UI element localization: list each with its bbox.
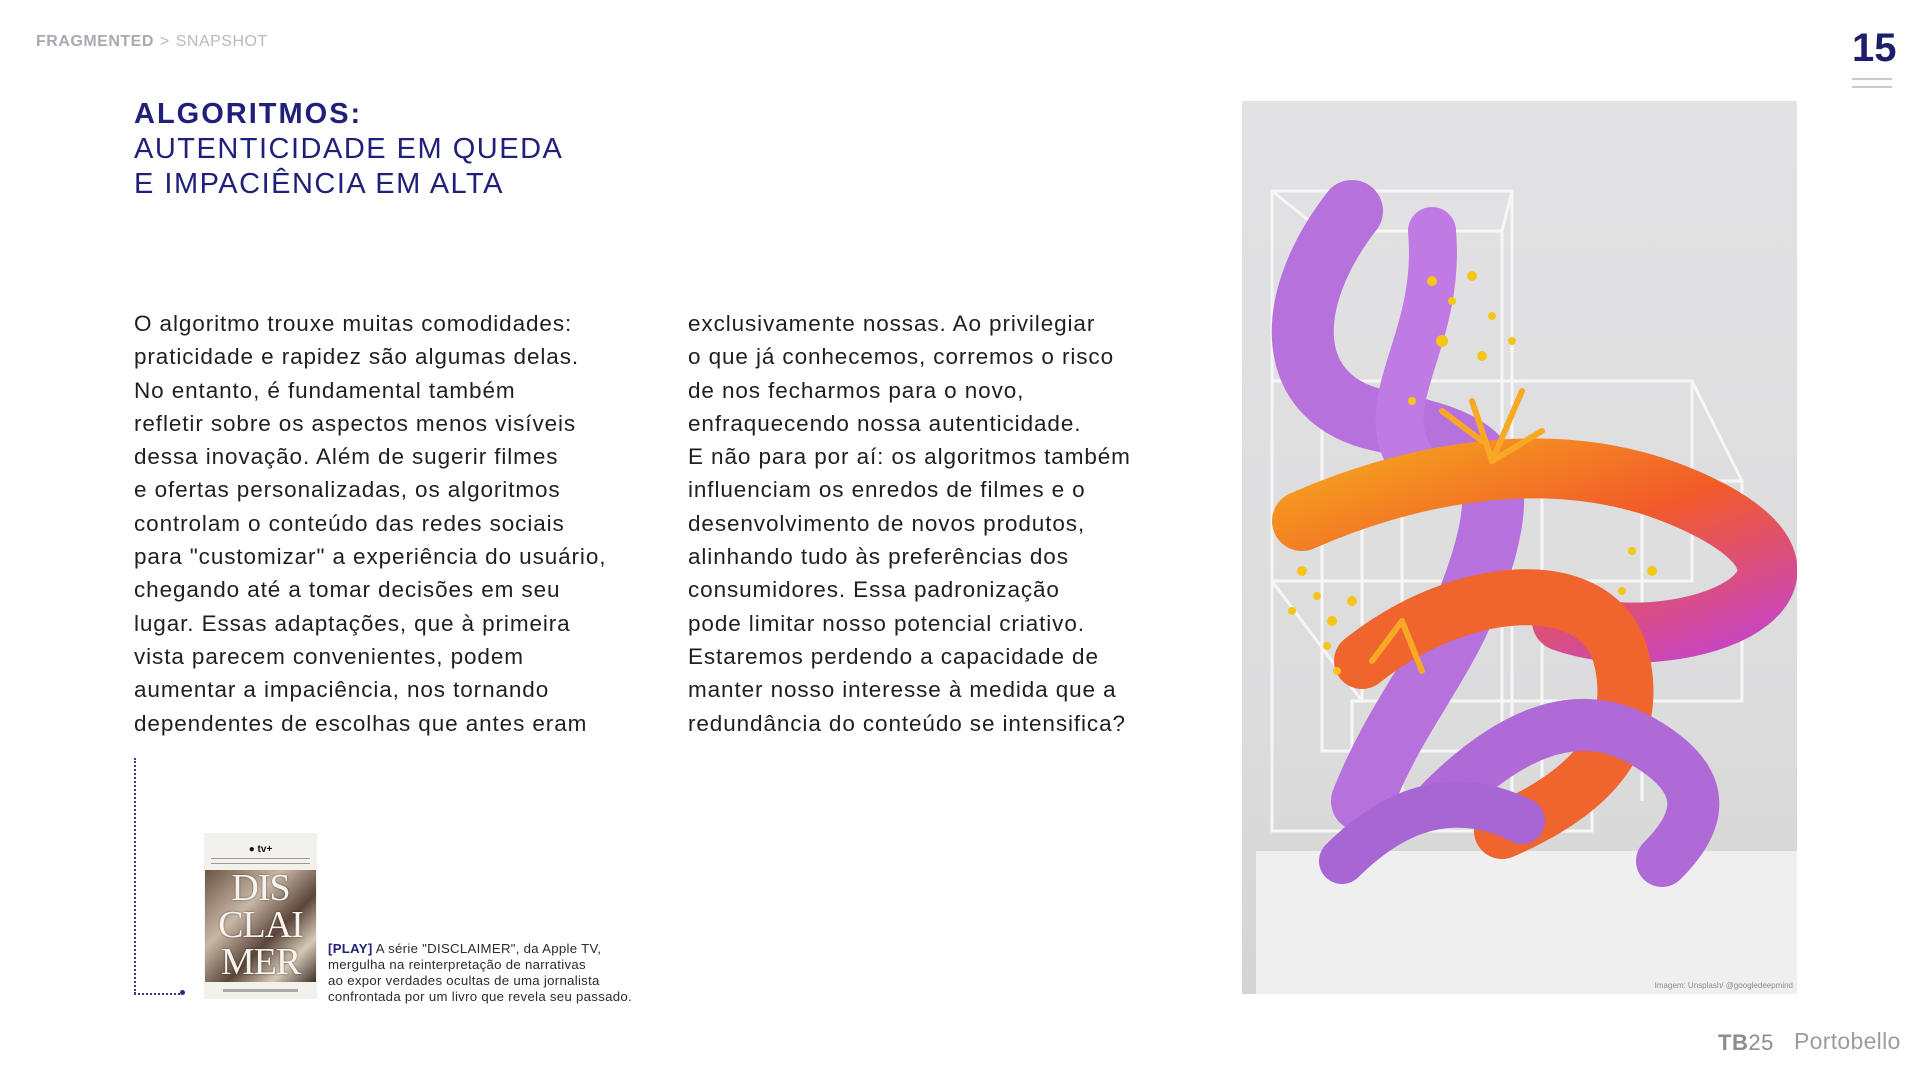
tb25-logo-strong: TB bbox=[1718, 1030, 1749, 1055]
caption-line: mergulha na reinterpretação de narrativas bbox=[328, 957, 586, 972]
caption-line: ao expor verdades ocultas de uma jornalista bbox=[328, 973, 600, 988]
body-line: para "customizar" a experiência do usuário, bbox=[134, 544, 607, 570]
tb25-logo-number: 25 bbox=[1748, 1030, 1774, 1055]
body-line: Estaremos perdendo a capacidade de bbox=[688, 643, 1099, 669]
body-line: e ofertas personalizadas, os algoritmos bbox=[134, 477, 561, 503]
body-line: enfraquecendo nossa autenticidade. bbox=[688, 410, 1082, 436]
disclaimer-poster[interactable] bbox=[205, 834, 316, 998]
body-line: chegando até a tomar decisões em seu bbox=[134, 577, 561, 603]
body-line: pode limitar nosso potencial criativo. bbox=[688, 610, 1085, 636]
breadcrumb-separator: > bbox=[159, 33, 170, 50]
sculpture-tubes bbox=[1302, 211, 1767, 861]
body-line: alinhando tudo às preferências dos bbox=[688, 544, 1069, 570]
body-line: refletir sobre os aspectos menos visíveis bbox=[134, 410, 577, 436]
caption-line: confrontada por um livro que revela seu passado. bbox=[328, 989, 632, 1004]
sculpture-image bbox=[1242, 101, 1797, 994]
apple-tv-label: tv+ bbox=[257, 844, 273, 855]
dotted-connector-vertical bbox=[134, 758, 136, 994]
poster-cast-names bbox=[211, 858, 310, 864]
apple-tv-logo bbox=[205, 844, 316, 855]
body-line: o que já conhecemos, corremos o risco bbox=[688, 344, 1114, 370]
body-line: lugar. Essas adaptações, que à primeira bbox=[134, 610, 571, 636]
body-line: aumentar a impaciência, nos tornando bbox=[134, 677, 550, 703]
page-title-line: AUTENTICIDADE EM QUEDA bbox=[134, 133, 564, 165]
poster-title bbox=[205, 867, 316, 983]
breadcrumb-page: SNAPSHOT bbox=[175, 33, 268, 50]
body-line: No entanto, é fundamental também bbox=[134, 377, 516, 403]
breadcrumb-section[interactable]: FRAGMENTED bbox=[36, 33, 154, 50]
dotted-connector-horizontal bbox=[134, 993, 180, 995]
breadcrumb bbox=[36, 33, 268, 51]
caption-line: A série "DISCLAIMER", da Apple TV, bbox=[375, 941, 602, 956]
body-line: controlam o conteúdo das redes sociais bbox=[134, 510, 565, 536]
portobello-logo: Portobello bbox=[1794, 1028, 1901, 1054]
body-column-right bbox=[688, 307, 1248, 740]
page-number: 15 bbox=[1852, 26, 1897, 70]
body-line: exclusivamente nossas. Ao privilegiar bbox=[688, 311, 1096, 336]
body-line: influenciam os enredos de filmes e o bbox=[688, 477, 1086, 503]
page-title bbox=[134, 96, 563, 202]
connector-dot bbox=[180, 990, 185, 995]
body-line: E não para por aí: os algoritmos também bbox=[688, 444, 1131, 470]
body-line: dessa inovação. Além de sugerir filmes bbox=[134, 444, 559, 470]
body-line: O algoritmo trouxe muitas comodidades: bbox=[134, 311, 573, 336]
body-line: vista parecem convenientes, podem bbox=[134, 643, 524, 669]
caption-play-tag: [PLAY] bbox=[328, 941, 373, 956]
body-line: desenvolvimento de novos produtos, bbox=[688, 510, 1086, 536]
body-line: praticidade e rapidez são algumas delas. bbox=[134, 344, 579, 370]
tb25-logo bbox=[1718, 1030, 1774, 1056]
body-line: consumidores. Essa padronização bbox=[688, 577, 1060, 603]
poster-title-line: CLAI bbox=[218, 904, 303, 946]
poster-caption bbox=[328, 941, 632, 1005]
body-line: dependentes de escolhas que antes eram bbox=[134, 710, 588, 736]
apple-icon: ● bbox=[248, 844, 255, 855]
poster-title-line: DIS bbox=[231, 867, 290, 909]
body-column-left bbox=[134, 307, 674, 740]
page-number-rule bbox=[1852, 86, 1892, 88]
body-line: de nos fecharmos para o novo, bbox=[688, 377, 1025, 403]
body-line: redundância do conteúdo se intensifica? bbox=[688, 710, 1126, 736]
page-number-rule bbox=[1852, 78, 1892, 80]
body-line: manter nosso interesse à medida que a bbox=[688, 677, 1117, 703]
poster-title-line: MER bbox=[220, 941, 301, 983]
image-credit: Imagem: Unsplash/ @googledeepmind bbox=[1654, 981, 1793, 990]
page-title-line: E IMPACIÊNCIA EM ALTA bbox=[134, 168, 504, 200]
sculpture-illustration bbox=[1242, 101, 1797, 994]
poster-tagline bbox=[223, 989, 298, 992]
page-title-strong: ALGORITMOS: bbox=[134, 98, 363, 130]
